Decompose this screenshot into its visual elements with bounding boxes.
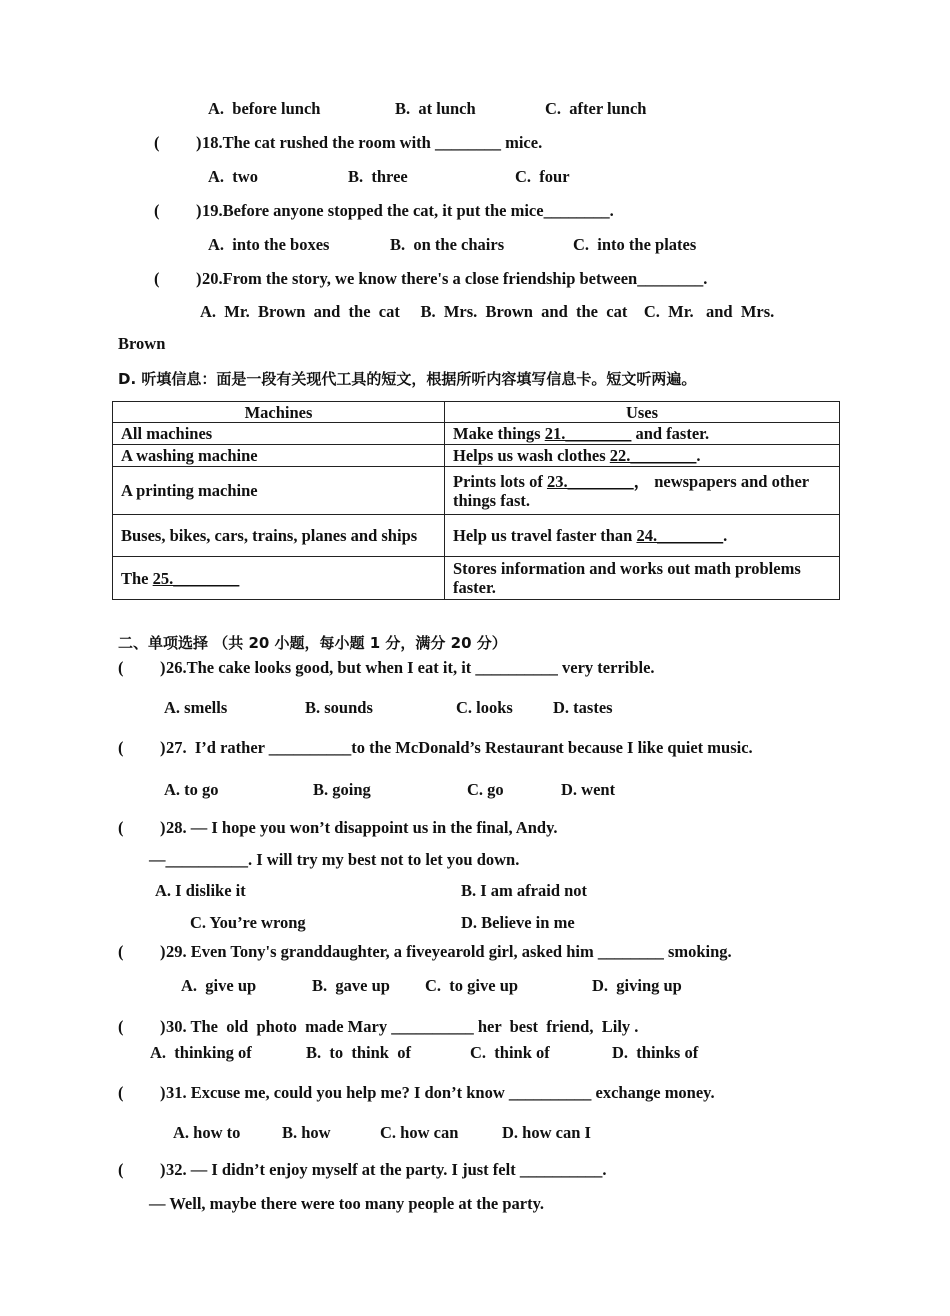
machine-cell: A washing machine bbox=[113, 445, 445, 467]
header-uses: Uses bbox=[445, 402, 840, 423]
use-text: Make things bbox=[453, 424, 545, 443]
q17-option-b: B. at lunch bbox=[395, 99, 476, 118]
q19-paren-close: ) bbox=[196, 201, 202, 220]
q32-reply: — Well, maybe there were too many people at the party. bbox=[149, 1194, 545, 1213]
use-cell bbox=[445, 515, 840, 557]
use-text: Help us travel faster than bbox=[453, 526, 637, 545]
use-cell: Stores information and works out math problems faster. bbox=[445, 557, 840, 600]
q31-paren-close: ) bbox=[160, 1083, 166, 1102]
q30-paren-open: ( bbox=[118, 1017, 124, 1036]
q20-options: A. Mr. Brown and the cat B. Mrs. Brown and the cat C. Mr. and Mrs. bbox=[200, 302, 775, 321]
q31-option-a: A. how to bbox=[173, 1123, 241, 1142]
machine-cell: Buses, bikes, cars, trains, planes and ships bbox=[113, 515, 445, 557]
q28-option-c: C. You’re wrong bbox=[190, 913, 306, 932]
q31-paren-open: ( bbox=[118, 1083, 124, 1102]
q28-reply: —__________. I will try my best not to let you down. bbox=[149, 850, 520, 869]
blank-23: 23.________ bbox=[546, 471, 634, 491]
machine-cell: All machines bbox=[113, 423, 445, 445]
q27-option-b: B. going bbox=[313, 780, 371, 799]
use-cell bbox=[445, 423, 840, 445]
header-machines: Machines bbox=[113, 402, 445, 423]
q19-option-a: A. into the boxes bbox=[208, 235, 330, 254]
use-text-post: ， newspapers and other things fast. bbox=[453, 471, 809, 510]
q26-option-b: B. sounds bbox=[305, 698, 373, 717]
q20-paren-close: ) bbox=[196, 269, 202, 288]
q18-option-c: C. four bbox=[515, 167, 570, 186]
q32-paren-open: ( bbox=[118, 1160, 124, 1179]
q27-paren-open: ( bbox=[118, 738, 124, 757]
q20-stem: 20.From the story, we know there's a close friendship between________. bbox=[202, 269, 708, 288]
q26-option-a: A. smells bbox=[164, 698, 228, 717]
machine-text: The bbox=[121, 568, 153, 588]
q28-paren-close: ) bbox=[160, 818, 166, 837]
q20-options-wrap: Brown bbox=[118, 334, 166, 353]
q31-option-c: C. how can bbox=[380, 1123, 459, 1142]
use-text-post: . bbox=[696, 446, 701, 465]
q29-option-a: A. give up bbox=[181, 976, 257, 995]
table-header-row bbox=[113, 402, 840, 423]
blank-25: 25.________ bbox=[152, 568, 240, 588]
section-d-heading: D. 听填信息：面是一段有关现代工具的短文，根据所听内容填写信息卡。短文听两遍。 bbox=[118, 370, 697, 388]
q29-paren-close: ) bbox=[160, 942, 166, 961]
q31-option-d: D. how can I bbox=[502, 1123, 591, 1142]
q18-stem: 18.The cat rushed the room with ________ mice. bbox=[202, 133, 543, 152]
q27-stem: 27. I’d rather __________to the McDonald’s Restaurant because I like quiet music. bbox=[166, 738, 753, 757]
blank-22: 22.________ bbox=[609, 446, 697, 465]
q29-paren-open: ( bbox=[118, 942, 124, 961]
q17-option-a: A. before lunch bbox=[208, 99, 321, 118]
q26-paren-close: ) bbox=[160, 658, 166, 677]
use-text-post: . bbox=[723, 526, 728, 545]
blank-24: 24.________ bbox=[636, 526, 724, 545]
table-row bbox=[113, 423, 840, 445]
table-row bbox=[113, 515, 840, 557]
table-row bbox=[113, 467, 840, 515]
q26-stem: 26.The cake looks good, but when I eat it, it __________ very terrible. bbox=[166, 658, 655, 677]
q30-option-c: C. think of bbox=[470, 1043, 550, 1062]
q18-option-b: B. three bbox=[348, 167, 408, 186]
q29-option-b: B. gave up bbox=[312, 976, 390, 995]
q27-paren-close: ) bbox=[160, 738, 166, 757]
use-cell bbox=[445, 467, 840, 515]
q31-option-b: B. how bbox=[282, 1123, 331, 1142]
machine-cell bbox=[113, 557, 445, 600]
q28-paren-open: ( bbox=[118, 818, 124, 837]
use-text: Helps us wash clothes bbox=[453, 446, 610, 465]
use-text: Prints lots of bbox=[453, 471, 547, 491]
info-card-table bbox=[112, 401, 840, 600]
machine-cell: A printing machine bbox=[113, 467, 445, 515]
q30-option-a: A. thinking of bbox=[150, 1043, 252, 1062]
q29-option-c: C. to give up bbox=[425, 976, 519, 995]
q19-option-b: B. on the chairs bbox=[390, 235, 505, 254]
q27-option-d: D. went bbox=[561, 780, 616, 799]
table-row bbox=[113, 557, 840, 600]
q31-stem: 31. Excuse me, could you help me? I don’t know __________ exchange money. bbox=[166, 1083, 715, 1102]
section-2-heading: 二、单项选择 （共 20 小题，每小题 1 分，满分 20 分） bbox=[118, 634, 507, 652]
use-cell bbox=[445, 445, 840, 467]
q29-option-d: D. giving up bbox=[592, 976, 682, 995]
q30-paren-close: ) bbox=[160, 1017, 166, 1036]
q28-option-b: B. I am afraid not bbox=[461, 881, 588, 900]
q20-paren-open: ( bbox=[154, 269, 160, 288]
q28-stem: 28. — I hope you won’t disappoint us in the final, Andy. bbox=[166, 818, 558, 837]
q32-paren-close: ) bbox=[160, 1160, 166, 1179]
q30-option-d: D. thinks of bbox=[612, 1043, 699, 1062]
q19-paren-open: ( bbox=[154, 201, 160, 220]
q19-stem: 19.Before anyone stopped the cat, it put the mice________. bbox=[202, 201, 614, 220]
q30-stem: 30. The old photo made Mary __________ her best friend, Lily . bbox=[166, 1017, 639, 1036]
q19-option-c: C. into the plates bbox=[573, 235, 697, 254]
q27-option-a: A. to go bbox=[164, 780, 219, 799]
q18-option-a: A. two bbox=[208, 167, 258, 186]
q29-stem: 29. Even Tony's granddaughter, a fiveyearold girl, asked him ________ smoking. bbox=[166, 942, 732, 961]
table-row bbox=[113, 445, 840, 467]
q32-stem: 32. — I didn’t enjoy myself at the party. I just felt __________. bbox=[166, 1160, 607, 1179]
q26-option-d: D. tastes bbox=[553, 698, 613, 717]
use-text-post: and faster. bbox=[631, 424, 710, 443]
q28-option-a: A. I dislike it bbox=[155, 881, 246, 900]
q18-paren-open: ( bbox=[154, 133, 160, 152]
q17-option-c: C. after lunch bbox=[545, 99, 647, 118]
q26-option-c: C. looks bbox=[456, 698, 513, 717]
q27-option-c: C. go bbox=[467, 780, 504, 799]
q26-paren-open: ( bbox=[118, 658, 124, 677]
q18-paren-close: ) bbox=[196, 133, 202, 152]
q30-option-b: B. to think of bbox=[306, 1043, 411, 1062]
q28-option-d: D. Believe in me bbox=[461, 913, 575, 932]
blank-21: 21.________ bbox=[544, 424, 632, 443]
